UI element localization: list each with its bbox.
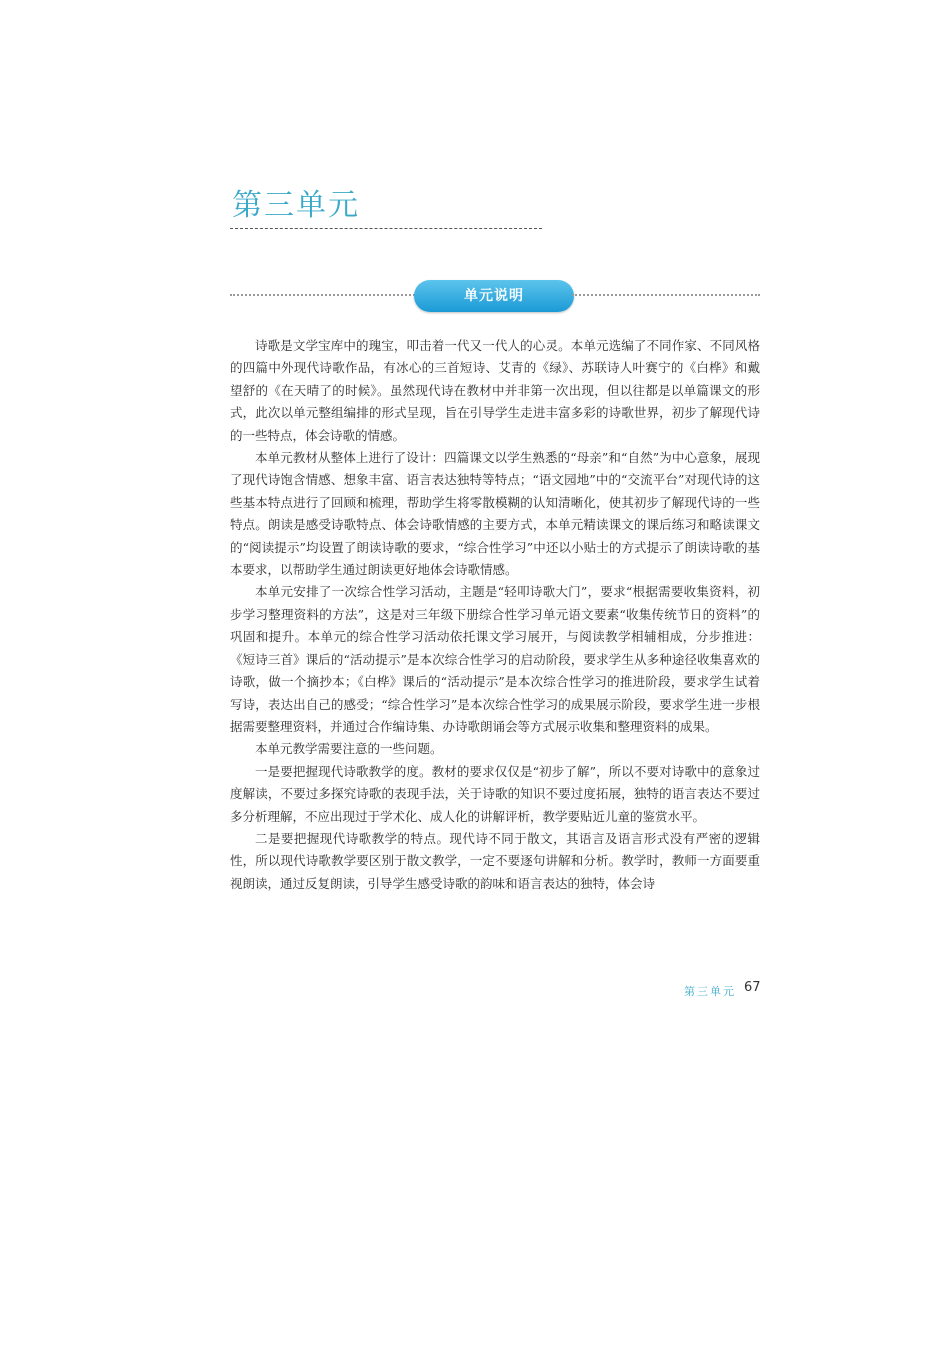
paragraph-note-two: 二是要把握现代诗歌教学的特点。现代诗不同于散文，其语言及语言形式没有严密的逻辑性，所以现代诗歌教学要区别于散文教学，一定不要逐句讲解和分析。教学时，教师一方面要重视朗读，通过反复朗读，引导学生感受诗歌的韵味和语言表达的独特，体会诗 bbox=[230, 830, 760, 891]
paragraph-activity: 本单元安排了一次综合性学习活动，主题是“轻叩诗歌大门”，要求“根据需要收集资料，初步学习整理资料的方法”，这是对三年级下册综合性学习单元语文要素“收集传统节日的资料”的巩固和提升。本单元的综合性学习活动依托课文学习展开，与阅读教学相辅相成，分步推进：《短诗三首》课后的“活动提示”是本次综合性学习的启动阶段，要求学生从多种途径收集喜欢的诗歌，做一个摘抄本；《白桦》课后的“活动提示”是本次综合性学习的推进阶段，要求学生试着写诗，表达出自己的感受；“综合性学习”是本次综合性学习的成果展示阶段，要求学生进一步根据需要整理资料，并通过合作编诗集、办诗歌朗诵会等方式展示收集和整理资料的成果。 bbox=[230, 584, 760, 734]
section-divider-left bbox=[230, 294, 418, 296]
paragraph-note-one: 一是要把握现代诗歌教学的度。教材的要求仅仅是“初步了解”，所以不要对诗歌中的意象过度解读，不要过多探究诗歌的表现手法，关于诗歌的知识不要过度拓展，独特的语言表达不要过多分析理解，不应出现过于学术化、成人化的讲解评析，教学要贴近儿童的鉴赏水平。 bbox=[230, 763, 760, 824]
page-number: 67 bbox=[744, 980, 761, 995]
footer-unit-label: 第三单元 bbox=[684, 985, 736, 998]
paragraph-design: 本单元教材从整体上进行了设计：四篇课文以学生熟悉的“母亲”和“自然”为中心意象，展现了现代诗饱含情感、想象丰富、语言表达独特等特点；“语文园地”中的“交流平台”对现代诗的这些基本特点进行了回顾和梳理，帮助学生将零散模糊的认知清晰化，使其初步了解现代诗的一些特点。朗读是感受诗歌特点、体会诗歌情感的主要方式，本单元精读课文的课后练习和略读课文的“阅读提示”均设置了朗读诗歌的要求，“综合性学习”中还以小贴士的方式提示了朗读诗歌的基本要求，以帮助学生通过朗读更好地体会诗歌情感。 bbox=[230, 450, 760, 578]
paragraph-notes-lead: 本单元教学需要注意的一些问题。 bbox=[255, 741, 443, 757]
section-heading-badge: 单元说明 bbox=[414, 280, 574, 312]
title-divider bbox=[230, 228, 542, 229]
unit-title: 第三单元 bbox=[232, 188, 360, 223]
paragraph-intro: 诗歌是文学宝库中的瑰宝，叩击着一代又一代人的心灵。本单元选编了不同作家、不同风格的四篇中外现代诗歌作品，有冰心的三首短诗、艾青的《绿》、苏联诗人叶赛宁的《白桦》和戴望舒的《在天晴了的时候》。虽然现代诗在教材中并非第一次出现，但以往都是以单篇课文的形式，此次以单元整组编排的形式呈现，旨在引导学生走进丰富多彩的诗歌世界，初步了解现代诗的一些特点，体会诗歌的情感。 bbox=[230, 338, 760, 443]
section-divider-right bbox=[572, 294, 760, 296]
body-text bbox=[230, 335, 760, 895]
